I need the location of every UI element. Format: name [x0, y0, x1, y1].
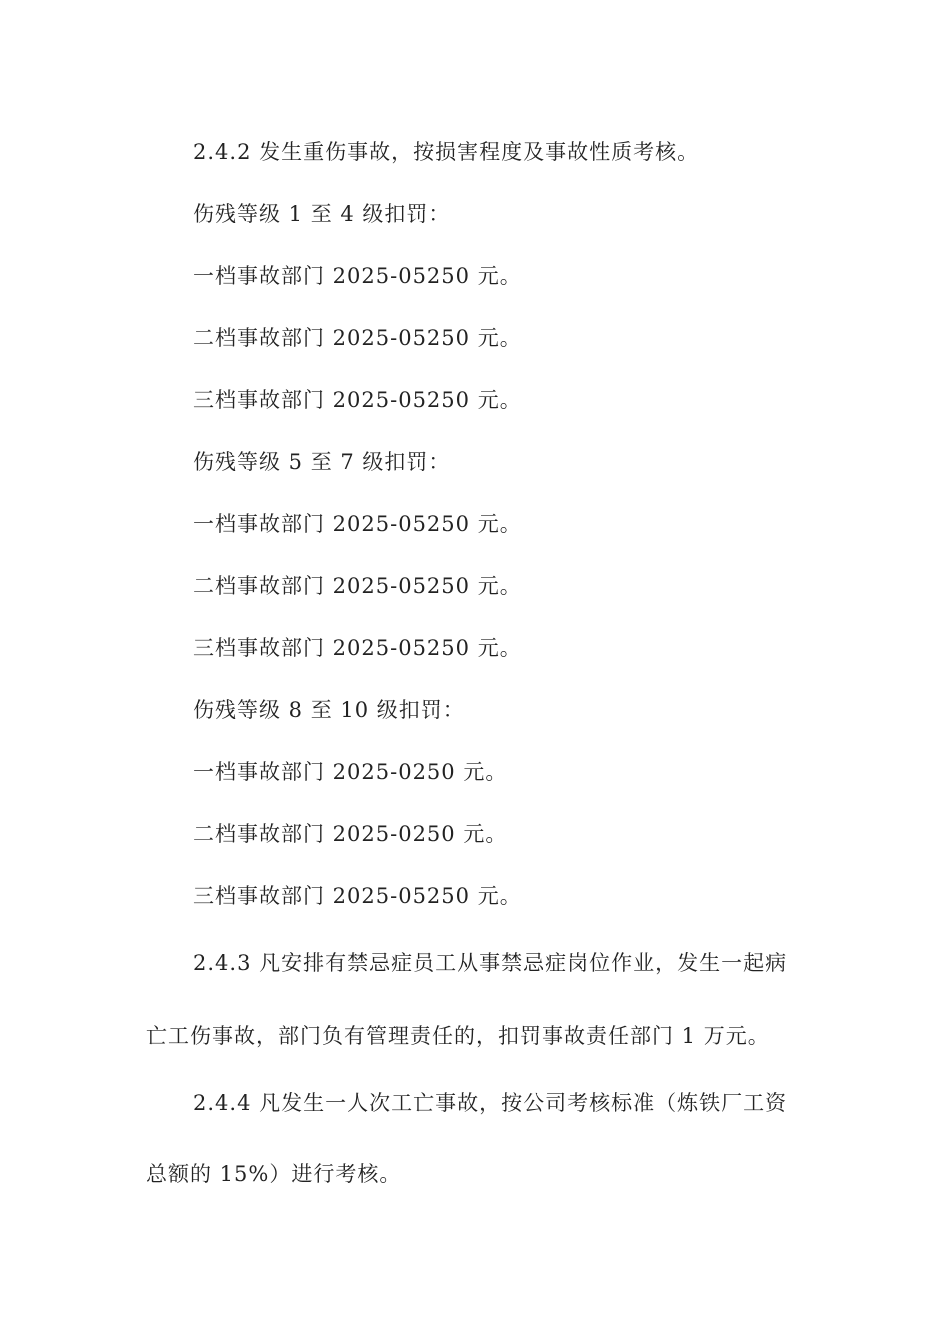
disability-grade-1-4-heading: 伤残等级 1 至 4 级扣罚：	[193, 202, 451, 226]
grade-8-10-tier-3: 三档事故部门 2025-05250 元。	[193, 884, 522, 908]
grade-5-7-tier-2: 二档事故部门 2025-05250 元。	[193, 574, 522, 598]
grade-8-10-tier-1: 一档事故部门 2025-0250 元。	[193, 760, 508, 784]
grade-1-4-tier-3: 三档事故部门 2025-05250 元。	[193, 388, 522, 412]
section-2-4-3-line-1: 2.4.3 凡安排有禁忌症员工从事禁忌症岗位作业，发生一起病	[193, 951, 788, 975]
disability-grade-8-10-heading: 伤残等级 8 至 10 级扣罚：	[193, 698, 465, 722]
section-2-4-4-line-2: 总额的 15%）进行考核。	[146, 1162, 402, 1186]
grade-5-7-tier-3: 三档事故部门 2025-05250 元。	[193, 636, 522, 660]
disability-grade-5-7-heading: 伤残等级 5 至 7 级扣罚：	[193, 450, 451, 474]
grade-8-10-tier-2: 二档事故部门 2025-0250 元。	[193, 822, 508, 846]
grade-1-4-tier-2: 二档事故部门 2025-05250 元。	[193, 326, 522, 350]
grade-1-4-tier-1: 一档事故部门 2025-05250 元。	[193, 264, 522, 288]
grade-5-7-tier-1: 一档事故部门 2025-05250 元。	[193, 512, 522, 536]
section-2-4-2-heading: 2.4.2 发生重伤事故，按损害程度及事故性质考核。	[193, 140, 700, 164]
section-2-4-4-line-1: 2.4.4 凡发生一人次工亡事故，按公司考核标准（炼铁厂工资	[193, 1091, 788, 1115]
section-2-4-3-line-2: 亡工伤事故，部门负有管理责任的，扣罚事故责任部门 1 万元。	[146, 1024, 770, 1048]
